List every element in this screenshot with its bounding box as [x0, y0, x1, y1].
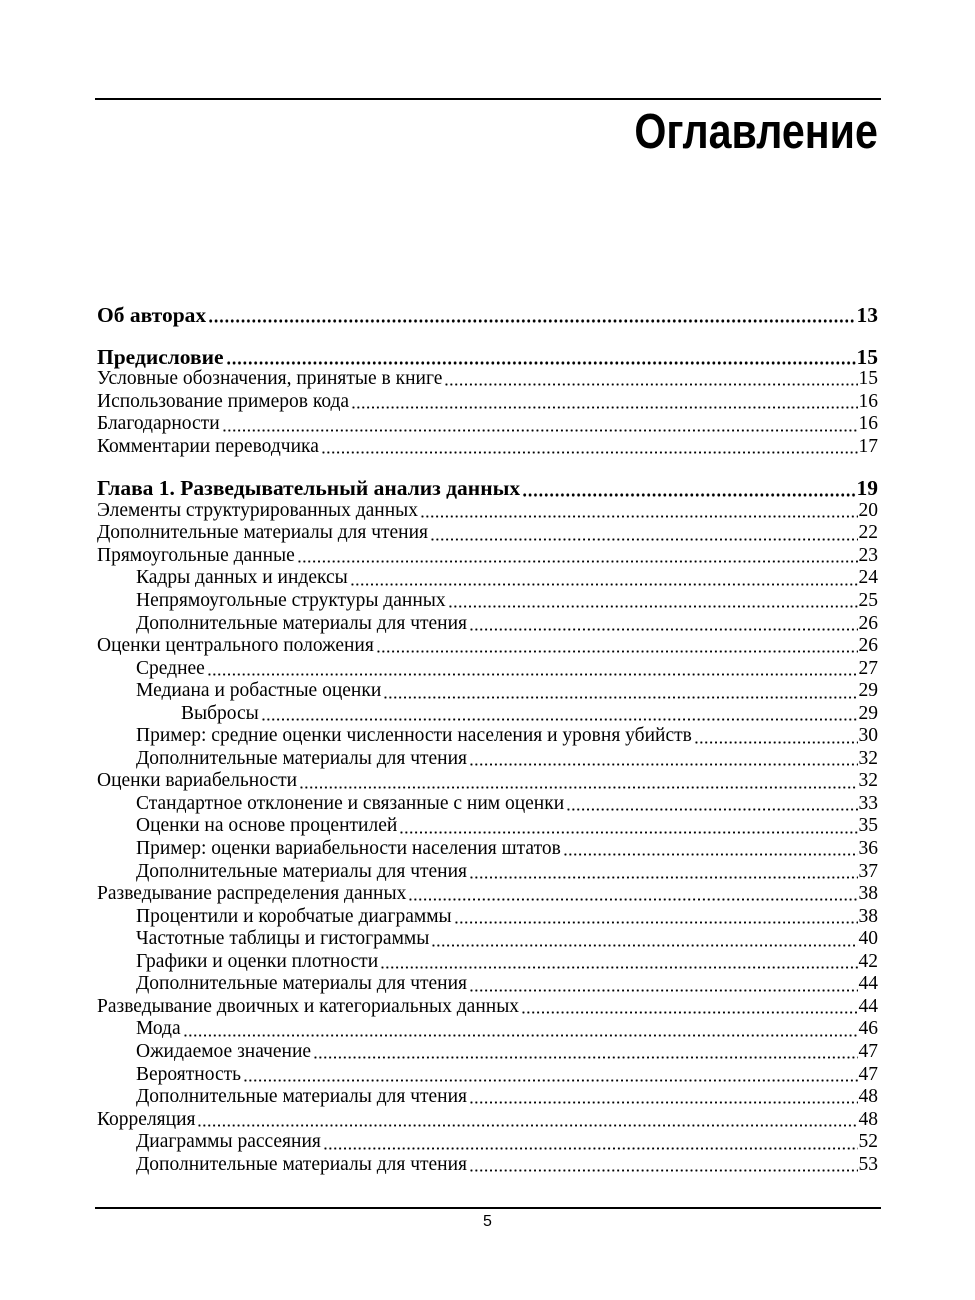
toc-page-number: 19 — [856, 476, 878, 501]
toc-entry-title: Кадры данных и индексы — [136, 567, 348, 589]
toc-page-number: 52 — [858, 1131, 878, 1153]
dot-leader — [261, 703, 858, 726]
dot-leader — [521, 996, 857, 1019]
toc-entry — [97, 883, 878, 906]
toc-entry — [97, 1154, 878, 1177]
toc-page-number: 35 — [858, 815, 878, 837]
toc-entry — [97, 838, 878, 861]
toc-page-number: 36 — [858, 838, 878, 860]
toc-entry-title: Частотные таблицы и гистограммы — [136, 928, 430, 950]
toc-entry-title: Стандартное отклонение и связанные с ним оценки — [136, 792, 565, 814]
toc-page-number: 32 — [858, 770, 878, 792]
dot-leader — [469, 1154, 857, 1177]
dot-leader — [408, 883, 857, 906]
toc-page-number: 26 — [858, 612, 878, 634]
toc-page-number: 29 — [858, 680, 878, 702]
toc-entry — [97, 413, 878, 436]
toc-page-number: 42 — [858, 950, 878, 972]
toc-page-number: 40 — [858, 928, 878, 950]
toc-entry-title: Прямоугольные данные — [97, 544, 295, 566]
toc-entry-title: Элементы структурированных данных — [97, 499, 419, 521]
toc-entry-title: Дополнительные материалы для чтения — [136, 973, 468, 995]
toc-page-number: 26 — [858, 635, 878, 657]
toc-page-number: 16 — [858, 413, 878, 435]
toc-page-number: 38 — [858, 905, 878, 927]
toc-entry — [97, 1131, 878, 1154]
toc-entry — [97, 680, 878, 703]
dot-leader — [399, 815, 857, 838]
dot-leader — [207, 658, 858, 681]
dot-leader — [469, 861, 857, 884]
toc-page-number: 48 — [858, 1086, 878, 1108]
toc-entry — [97, 658, 878, 681]
toc-entry-title: Ожидаемое значение — [136, 1040, 312, 1062]
dot-leader — [183, 1018, 858, 1041]
toc-entry-title: Дополнительные материалы для чтения — [136, 1086, 468, 1108]
toc-heading — [97, 346, 878, 369]
toc-page-number: 17 — [858, 435, 878, 457]
toc-entry-title: Глава 1. Разведывательный анализ данных — [97, 476, 521, 501]
dot-leader — [299, 770, 857, 793]
dot-leader — [243, 1064, 857, 1087]
dot-leader — [226, 346, 856, 369]
dot-leader — [694, 725, 858, 748]
toc-entry-title: Оценки центрального положения — [97, 635, 374, 657]
toc-entry-title: Диаграммы рассеяния — [136, 1131, 321, 1153]
toc-entry-title: Дополнительные материалы для чтения — [136, 1153, 468, 1175]
toc-page-number: 29 — [858, 702, 878, 724]
toc-entry — [97, 770, 878, 793]
toc-page-number: 47 — [858, 1040, 878, 1062]
toc-entry — [97, 748, 878, 771]
toc-entry-title: Предисловие — [97, 344, 224, 369]
toc-entry-title: Мода — [136, 1018, 181, 1040]
toc-entry-title: Использование примеров кода — [97, 390, 350, 412]
toc-entry-title: Среднее — [136, 657, 205, 679]
toc-entry-title: Оценки вариабельности — [97, 770, 298, 792]
toc-page-number: 22 — [858, 522, 878, 544]
dot-leader — [208, 304, 855, 327]
toc-entry — [97, 567, 878, 590]
dot-leader — [376, 635, 858, 658]
top-rule — [95, 98, 881, 100]
toc-entry-title: Выбросы — [181, 702, 259, 724]
toc-page-number: 44 — [858, 995, 878, 1017]
toc-page-number: 46 — [858, 1018, 878, 1040]
toc-page-number: 25 — [858, 590, 878, 612]
dot-leader — [444, 368, 857, 391]
dot-leader — [448, 590, 858, 613]
toc-entry — [97, 861, 878, 884]
dot-leader — [197, 1109, 857, 1132]
dot-leader — [563, 838, 858, 861]
toc-page-number: 27 — [858, 657, 878, 679]
dot-leader — [323, 1131, 858, 1154]
dot-leader — [383, 680, 857, 703]
toc-entry — [97, 368, 878, 391]
toc-entry-title: Об авторах — [97, 303, 207, 327]
dot-leader — [351, 391, 857, 414]
toc-entry — [97, 1109, 878, 1132]
dot-leader — [469, 973, 857, 996]
toc-section — [97, 346, 878, 459]
toc-entry-title: Пример: средние оценки численности населения и уровня убийств — [136, 725, 692, 747]
toc-entry-title: Дополнительные материалы для чтения — [136, 747, 468, 769]
toc-page-number: 53 — [858, 1153, 878, 1175]
toc-entry-title: Разведывание двоичных и категориальных данных — [97, 995, 520, 1017]
dot-leader — [522, 477, 855, 500]
toc-page-number: 37 — [858, 860, 878, 882]
toc-page-number: 33 — [858, 792, 878, 814]
dot-leader — [313, 1041, 857, 1064]
toc-section — [97, 477, 878, 1176]
toc-entry-title: Графики и оценки плотности — [136, 950, 379, 972]
toc-entry-title: Дополнительные материалы для чтения — [136, 612, 468, 634]
toc-entry-title: Благодарности — [97, 413, 220, 435]
toc-page-number: 48 — [858, 1108, 878, 1130]
toc-heading — [97, 304, 878, 327]
toc-entry-title: Процентили и коробчатые диаграммы — [136, 905, 452, 927]
toc-entry — [97, 436, 878, 459]
toc-entry — [97, 1064, 878, 1087]
toc-entry — [97, 545, 878, 568]
dot-leader — [321, 436, 858, 459]
toc-entry — [97, 725, 878, 748]
page-number: 5 — [483, 1213, 492, 1230]
toc-entry — [97, 635, 878, 658]
toc-entry — [97, 500, 878, 523]
toc-entry — [97, 951, 878, 974]
toc-page-number: 24 — [858, 567, 878, 589]
toc-entry-title: Дополнительные материалы для чтения — [97, 522, 429, 544]
dot-leader — [222, 413, 858, 436]
dot-leader — [350, 567, 858, 590]
toc-entry — [97, 613, 878, 636]
toc-entry — [97, 1018, 878, 1041]
dot-leader — [430, 522, 857, 545]
toc-entry — [97, 1086, 878, 1109]
toc-entry-title: Оценки на основе процентилей — [136, 815, 398, 837]
toc-entry-title: Условные обозначения, принятые в книге — [97, 368, 443, 390]
toc-entry-title: Разведывание распределения данных — [97, 883, 407, 905]
toc-page-number: 44 — [858, 973, 878, 995]
toc-entry — [97, 928, 878, 951]
toc-page-number: 32 — [858, 747, 878, 769]
toc-entry — [97, 973, 878, 996]
toc-entry — [97, 996, 878, 1019]
toc-page-number: 30 — [858, 725, 878, 747]
toc-entry — [97, 793, 878, 816]
toc-heading — [97, 477, 878, 500]
dot-leader — [454, 906, 858, 929]
toc-entry-title: Комментарии переводчика — [97, 435, 319, 457]
dot-leader — [420, 500, 857, 523]
toc-page-number: 47 — [858, 1063, 878, 1085]
toc-entry — [97, 906, 878, 929]
toc-section — [97, 304, 878, 327]
dot-leader — [380, 951, 857, 974]
toc-page-number: 16 — [858, 390, 878, 412]
toc-entry — [97, 1041, 878, 1064]
toc-page-number: 15 — [858, 368, 878, 390]
toc-entry-title: Вероятность — [136, 1063, 242, 1085]
toc-entry-title: Дополнительные материалы для чтения — [136, 860, 468, 882]
dot-leader — [469, 748, 857, 771]
toc-page-number: 38 — [858, 883, 878, 905]
toc-page-number: 23 — [858, 544, 878, 566]
toc-entry-title: Непрямоугольные структуры данных — [136, 590, 446, 612]
toc-page-number: 20 — [858, 499, 878, 521]
toc-entry — [97, 522, 878, 545]
page-title: Оглавление — [634, 105, 878, 159]
toc-entry — [97, 391, 878, 414]
toc-page-number: 15 — [856, 344, 878, 369]
bottom-rule — [95, 1207, 881, 1209]
dot-leader — [431, 928, 857, 951]
dot-leader — [469, 613, 857, 636]
toc-entry-title: Корреляция — [97, 1108, 196, 1130]
dot-leader — [297, 545, 858, 568]
toc — [97, 304, 878, 1176]
toc-entry — [97, 815, 878, 838]
toc-entry-title: Медиана и робастные оценки — [136, 680, 382, 702]
dot-leader — [566, 793, 857, 816]
toc-page-number: 13 — [856, 303, 878, 327]
dot-leader — [469, 1086, 857, 1109]
toc-entry — [97, 590, 878, 613]
toc-entry-title: Пример: оценки вариабельности населения штатов — [136, 838, 561, 860]
toc-entry — [97, 703, 878, 726]
